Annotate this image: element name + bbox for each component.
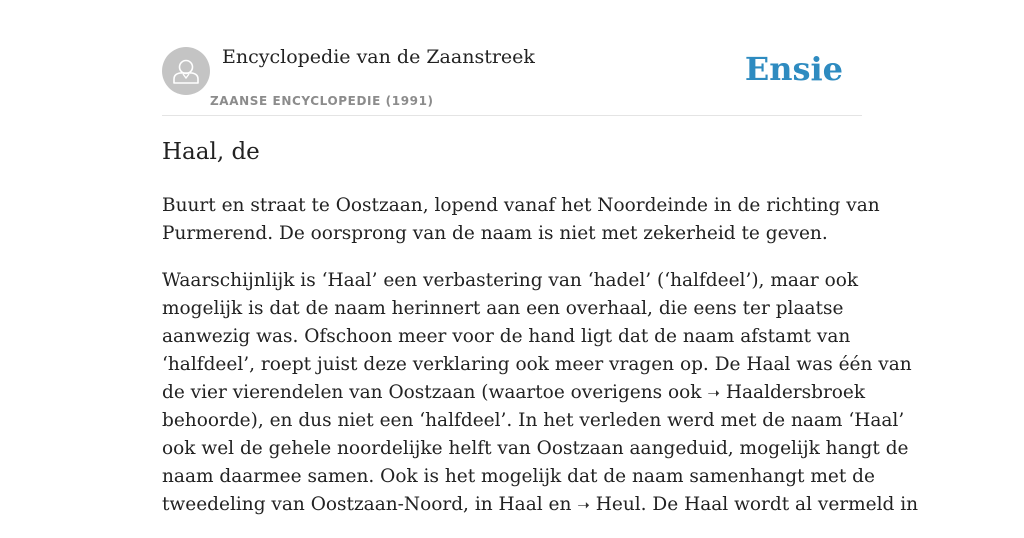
source-subtitle: ZAANSE ENCYCLOPEDIE (1991) xyxy=(210,94,434,108)
text-line: aanwezig was. Ofschoon meer voor de hand ligt dat de naam afstamt van xyxy=(162,326,851,347)
arrow-icon: ➝ xyxy=(707,384,720,402)
text-line: behoorde), en dus niet een ‘halfdeel’. In het verleden werd met de naam ‘Haal’ xyxy=(162,410,905,431)
brand-logo[interactable]: Ensie xyxy=(744,50,843,88)
paragraph-2 xyxy=(162,267,919,519)
xref-link-heul[interactable]: Heul xyxy=(595,494,641,515)
text-line xyxy=(162,379,866,407)
text-line: ‘halfdeel’, roept juist deze verklaring ook meer vragen op. De Haal was één van xyxy=(162,354,912,375)
text-segment: de vier vierendelen van Oostzaan (waartoe overigens ook xyxy=(162,382,708,403)
text-segment: tweedeling van Oostzaan-Noord, in Haal en xyxy=(162,494,578,515)
text-line: Waarschijnlijk is ‘Haal’ een verbastering van ‘hadel’ (‘halfdeel’), maar ook xyxy=(162,270,859,291)
text-segment: . De Haal wordt al vermeld in xyxy=(640,494,919,515)
arrow-icon: ➝ xyxy=(577,496,590,514)
source-title[interactable]: Encyclopedie van de Zaanstreek xyxy=(222,46,535,68)
paragraph-1 xyxy=(162,192,880,248)
text-line xyxy=(162,491,919,519)
text-line: mogelijk is dat de naam herinnert aan een overhaal, die eens ter plaatse xyxy=(162,298,844,319)
article-page xyxy=(162,0,919,515)
text-line: ook wel de gehele noordelijke helft van Oostzaan aangeduid, mogelijk hangt de xyxy=(162,438,909,459)
user-icon xyxy=(162,47,210,95)
entry-title: Haal, de xyxy=(162,139,260,165)
text-line: naam daarmee samen. Ook is het mogelijk dat de naam samenhangt met de xyxy=(162,466,875,487)
source-header xyxy=(162,40,862,116)
xref-link-haaldersbroek[interactable]: Haaldersbroek xyxy=(725,382,866,403)
text-line: Buurt en straat te Oostzaan, lopend vanaf het Noordeinde in de richting van xyxy=(162,195,880,216)
text-line: Purmerend. De oorsprong van de naam is niet met zekerheid te geven. xyxy=(162,223,828,244)
avatar[interactable] xyxy=(162,47,210,95)
entry-body xyxy=(162,192,919,538)
